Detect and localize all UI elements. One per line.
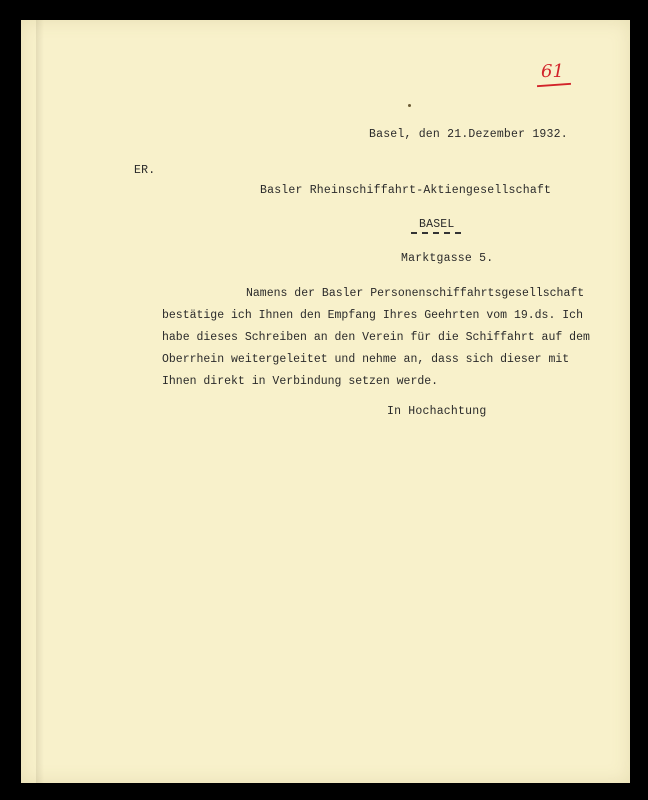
recipient-city: BASEL xyxy=(419,218,455,231)
recipient-name: Basler Rheinschiffahrt-Aktiengesellschaft xyxy=(260,184,552,197)
page-edge-shadow xyxy=(36,20,44,783)
city-underline xyxy=(411,232,461,234)
recipient-street: Marktgasse 5. xyxy=(401,252,494,265)
body-line: Oberrhein weitergeleitet und nehme an, dass sich dieser mit xyxy=(162,353,570,366)
closing: In Hochachtung xyxy=(387,405,487,418)
letter-body xyxy=(162,283,592,393)
reference-initials: ER. xyxy=(134,164,156,177)
body-line: Namens der Basler Personenschiffahrtsgesellschaft xyxy=(246,287,585,300)
paper-speck xyxy=(408,104,411,107)
body-line: habe dieses Schreiben an den Verein für die Schiffahrt auf dem xyxy=(162,331,590,344)
body-line: Ihnen direkt in Verbindung setzen werde. xyxy=(162,375,439,388)
letter-date: Basel, den 21.Dezember 1932. xyxy=(369,128,568,141)
handwritten-page-number: 61 xyxy=(541,61,564,82)
body-line: bestätige ich Ihnen den Empfang Ihres Geehrten vom 19.ds. Ich xyxy=(162,309,583,322)
